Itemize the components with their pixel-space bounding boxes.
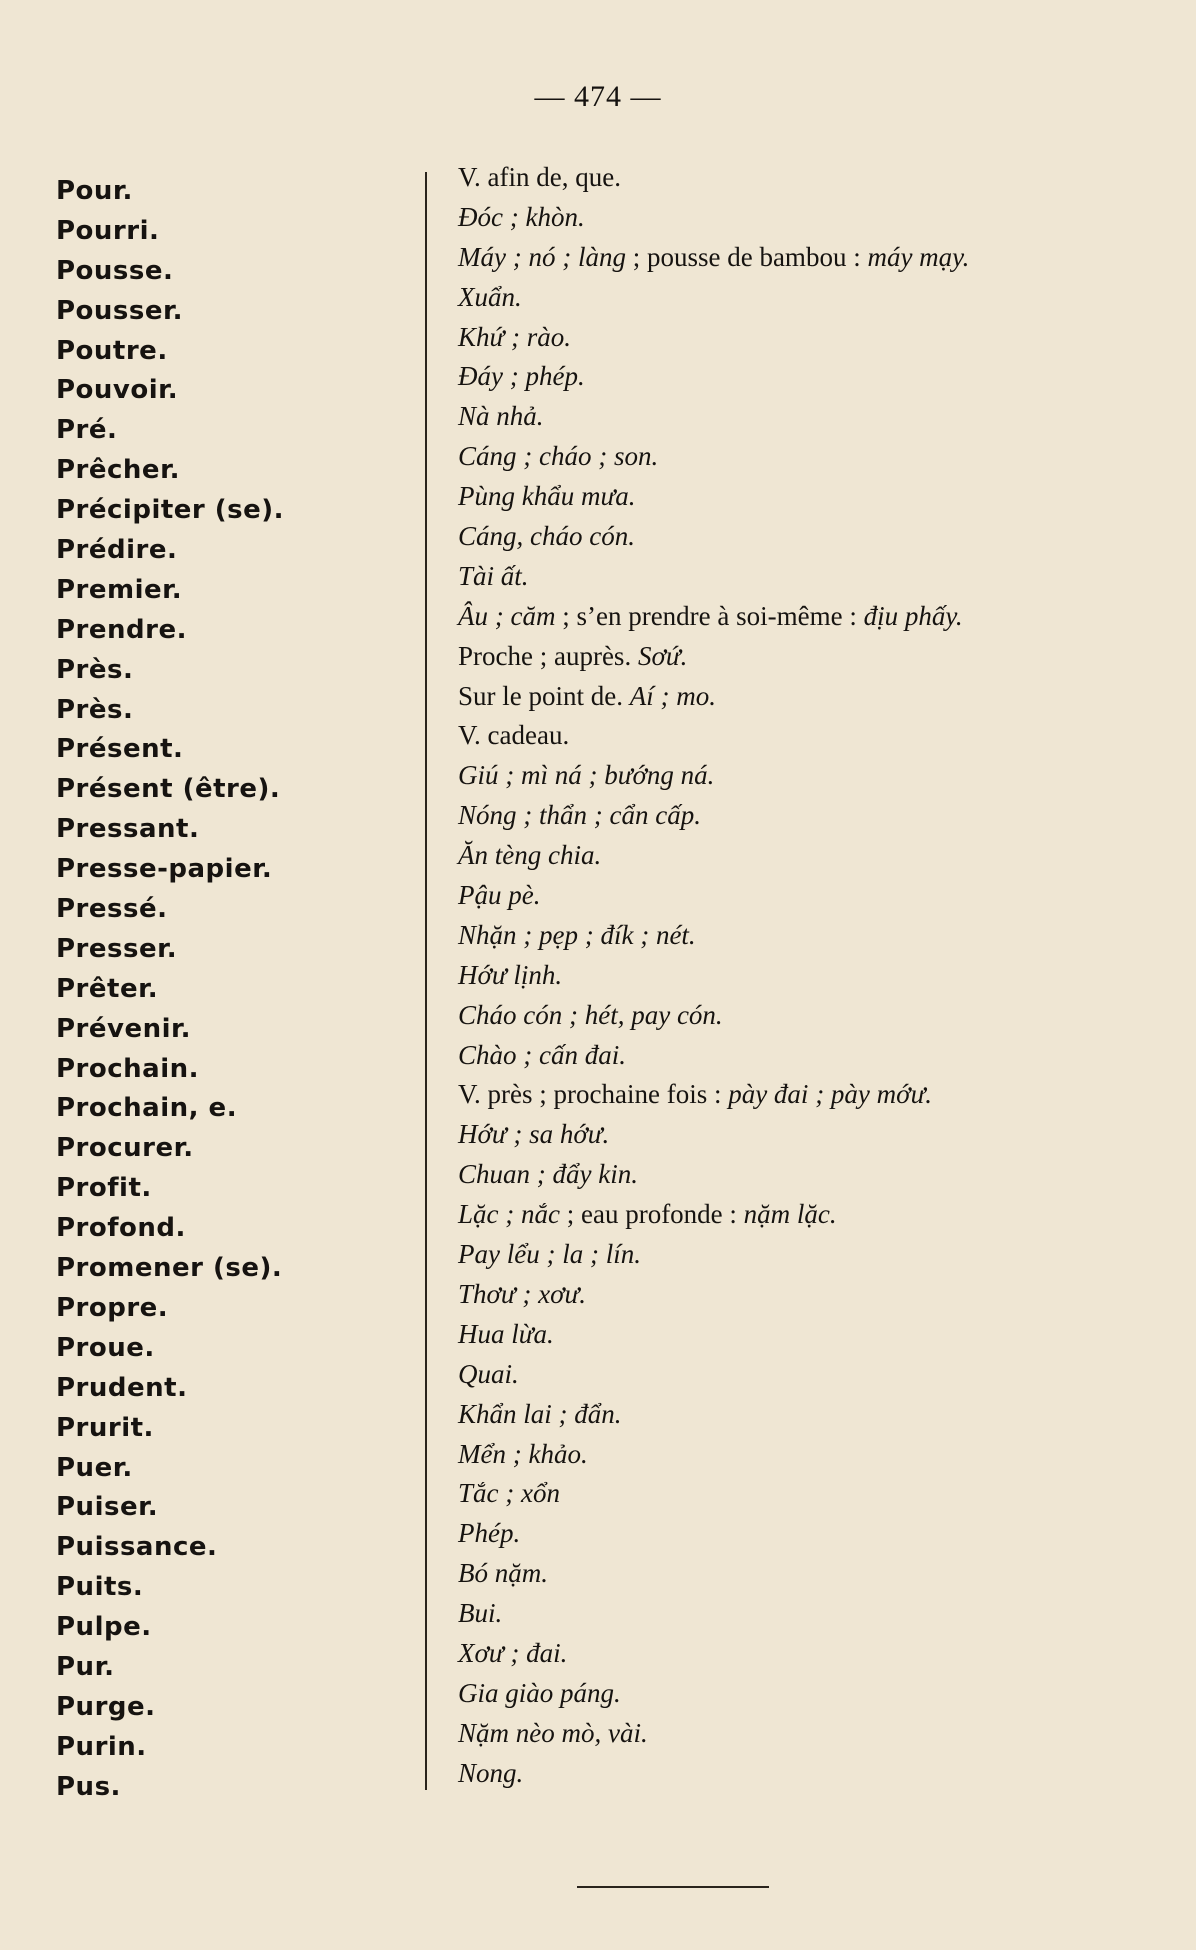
vernacular-text: Lặc ; nắc [458, 1199, 560, 1230]
entry-term: Prendre. [56, 614, 187, 645]
entry-definition [458, 1036, 1178, 1076]
entry-term: Près. [56, 654, 134, 685]
entry-term: Propre. [56, 1292, 169, 1323]
entry-term: Puits. [56, 1572, 144, 1603]
vernacular-text: Ðáy ; phép. [458, 361, 585, 392]
entry-term: Profond. [56, 1213, 186, 1244]
vernacular-text: Gia giào páng. [458, 1677, 621, 1708]
entry-term: Pousser. [56, 295, 184, 326]
entry-definition [458, 1395, 1178, 1435]
vernacular-text: máy mạy. [867, 241, 970, 272]
entry-term: Présent. [56, 734, 184, 765]
entry-definition [458, 1674, 1178, 1714]
vernacular-text: Máy ; nó ; làng [458, 241, 626, 272]
entry-definition [458, 198, 1178, 238]
entry-term: Pressé. [56, 894, 168, 925]
vernacular-text: Khẩn lai ; đẩn. [458, 1398, 622, 1429]
vernacular-text: Nóng ; thẩn ; cẩn cấp. [458, 800, 701, 831]
vernacular-text: Quai. [458, 1358, 519, 1389]
entry-term: Prévenir. [56, 1013, 192, 1044]
french-text: V. près ; prochaine fois : [458, 1079, 729, 1110]
entry-term: Puissance. [56, 1532, 218, 1563]
entry-definition [458, 1594, 1178, 1634]
definitions-column [458, 158, 1178, 1794]
vernacular-text: Pậu pè. [458, 880, 541, 911]
entry-definition [458, 557, 1178, 597]
entry-definition [458, 916, 1178, 956]
vernacular-text: Nặm nèo mò, vài. [458, 1717, 648, 1748]
french-text: ; s’en prendre à soi-même : [555, 600, 864, 631]
vernacular-text: nặm lặc. [743, 1199, 837, 1230]
french-text: Sur le point de. [458, 680, 630, 711]
vernacular-text: Bó nặm. [458, 1558, 548, 1589]
vernacular-text: Chuan ; đẩy kin. [458, 1159, 638, 1190]
entry-definition [458, 637, 1178, 677]
entry-term: Pressant. [56, 814, 200, 845]
entry-definition [458, 956, 1178, 996]
entry-definition [458, 397, 1178, 437]
entry-definition [458, 756, 1178, 796]
vernacular-text: Hớư ; sa hớư. [458, 1119, 610, 1150]
vernacular-text: Cáng ; cháo ; son. [458, 441, 659, 472]
entry-term: Presse-papier. [56, 854, 273, 885]
entry-term: Prêcher. [56, 455, 181, 486]
entry-term: Pourri. [56, 215, 160, 246]
french-terms-column [56, 172, 416, 1808]
entry-term: Prudent. [56, 1372, 188, 1403]
entry-term: Puer. [56, 1452, 133, 1483]
vernacular-text: pày đai ; pày mớư. [728, 1079, 933, 1110]
entry-definition [458, 357, 1178, 397]
vernacular-text: Nong. [458, 1757, 524, 1788]
entry-definition [458, 677, 1178, 717]
entry-term: Promener (se). [56, 1253, 283, 1284]
entry-definition [458, 996, 1178, 1036]
vernacular-text: Nà nhả. [458, 401, 544, 432]
vernacular-text: Cáng, cháo cón. [458, 521, 635, 552]
footer-rule [577, 1886, 769, 1888]
entry-definition [458, 836, 1178, 876]
entry-definition [458, 1754, 1178, 1794]
entry-term: Procurer. [56, 1133, 194, 1164]
entry-definition [458, 1275, 1178, 1315]
entry-definition [458, 597, 1178, 637]
french-text: V. cadeau. [458, 720, 570, 751]
entry-term: Presser. [56, 933, 178, 964]
entry-term: Prurit. [56, 1412, 154, 1443]
entry-definition [458, 477, 1178, 517]
entry-term: Poutre. [56, 335, 168, 366]
page-number: — 474 — [534, 80, 662, 113]
entry-term: Prêter. [56, 973, 159, 1004]
vernacular-text: Mển ; khảo. [458, 1438, 588, 1469]
entry-term: Précipiter (se). [56, 495, 285, 526]
entry-term: Prédire. [56, 535, 178, 566]
entry-definition [458, 1634, 1178, 1674]
vernacular-text: Chào ; cấn đai. [458, 1039, 626, 1070]
entry-definition [458, 1435, 1178, 1475]
vernacular-text: Bui. [458, 1598, 503, 1629]
vernacular-text: Khứ ; rào. [458, 321, 571, 352]
entry-definition [458, 278, 1178, 318]
entry-definition [458, 1075, 1178, 1115]
vernacular-text: Hua lừa. [458, 1318, 554, 1349]
entry-definition [458, 1514, 1178, 1554]
column-divider [425, 172, 427, 1790]
vernacular-text: Tài ất. [458, 560, 529, 591]
entry-definition [458, 1355, 1178, 1395]
entry-term: Purge. [56, 1691, 156, 1722]
vernacular-text: Xơư ; đai. [458, 1637, 568, 1668]
vernacular-text: Âu ; căm [458, 600, 556, 631]
entry-term: Puiser. [56, 1492, 159, 1523]
entry-term: Proue. [56, 1332, 155, 1363]
entry-term: Pus. [56, 1771, 121, 1802]
vernacular-text: Phép. [458, 1518, 521, 1549]
vernacular-text: Ðóc ; khòn. [458, 201, 585, 232]
vernacular-text: Sơứ. [637, 640, 688, 671]
entry-definition [458, 318, 1178, 358]
vernacular-text: Pùng khẩu mưa. [458, 481, 636, 512]
entry-term: Prochain. [56, 1053, 200, 1084]
entry-definition [458, 1195, 1178, 1235]
french-text: V. afin de, que. [458, 162, 621, 192]
vernacular-text: Cháo cón ; hét, pay cón. [458, 999, 723, 1030]
entry-definition [458, 1115, 1178, 1155]
entry-definition [458, 796, 1178, 836]
french-text: ; pousse de bambou : [625, 241, 868, 272]
entry-definition [458, 517, 1178, 557]
entry-term: Prochain, e. [56, 1093, 238, 1124]
entry-term: Près. [56, 694, 134, 725]
vernacular-text: Pay lểu ; la ; lín. [458, 1239, 641, 1270]
vernacular-text: Xuẩn. [458, 281, 522, 312]
vernacular-text: Ăn tèng chia. [458, 840, 602, 871]
entry-definition [458, 876, 1178, 916]
entry-definition [458, 1474, 1178, 1514]
vernacular-text: địu phấy. [863, 600, 963, 631]
vernacular-text: Nhặn ; pẹp ; đík ; nét. [458, 919, 696, 950]
entry-definition [458, 1554, 1178, 1594]
entry-definition [458, 1235, 1178, 1275]
vernacular-text: Thơư ; xơư. [458, 1278, 587, 1309]
entry-definition [458, 1155, 1178, 1195]
entry-definition [458, 437, 1178, 477]
vernacular-text: Hớư lịnh. [458, 959, 563, 990]
french-text: ; eau profonde : [559, 1199, 744, 1230]
entry-term: Pulpe. [56, 1612, 152, 1643]
entry-definition [458, 238, 1178, 278]
vernacular-text: Tắc ; xổn [458, 1478, 560, 1509]
vernacular-text: Giú ; mì ná ; bướng ná. [458, 760, 715, 791]
entry-definition [458, 716, 1178, 756]
entry-definition [458, 1315, 1178, 1355]
entry-term: Pur. [56, 1651, 115, 1682]
entry-term: Premier. [56, 574, 183, 605]
entry-term: Pour. [56, 176, 133, 206]
entry-term: Purin. [56, 1731, 147, 1762]
vernacular-text: Aí ; mo. [629, 680, 716, 711]
entry-term: Pousse. [56, 255, 174, 286]
french-text: Proche ; auprès. [458, 640, 638, 671]
entry-term: Profit. [56, 1173, 152, 1204]
entry-definition [458, 1714, 1178, 1754]
entry-term: Présent (être). [56, 774, 281, 805]
entry-term: Pré. [56, 415, 118, 446]
entry-term: Pouvoir. [56, 375, 179, 406]
entry-definition [458, 158, 1178, 198]
